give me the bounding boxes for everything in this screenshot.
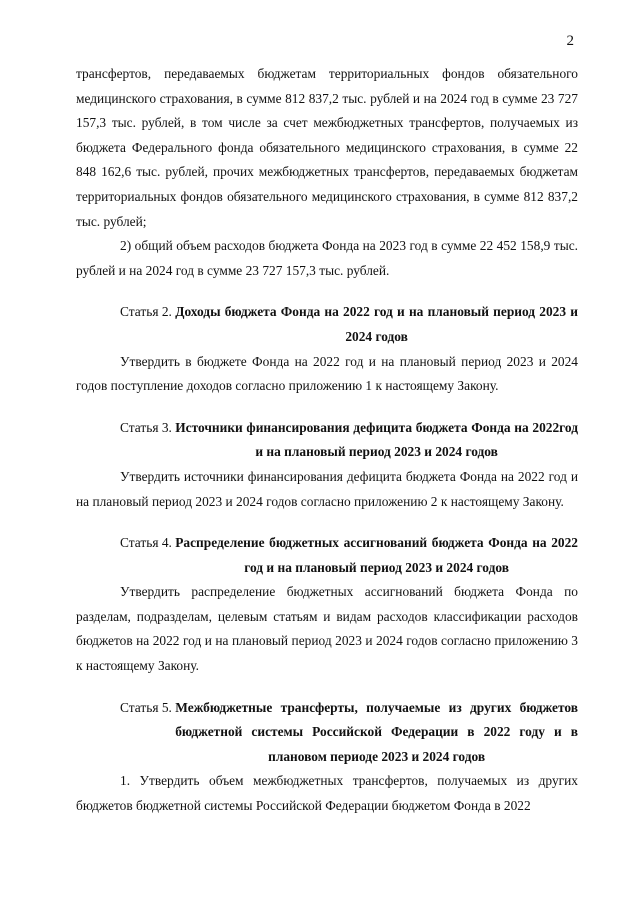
article-heading-2 [76, 300, 578, 349]
paragraph-continuation: трансфертов, передаваемых бюджетам территориальных фондов обязательного медицинского страхования, в сумме 812 837,2 тыс. рублей и на 2024 год в сумме 23 727 157,3 тыс. рублей, в том числе за счет межбюджетных трансфертов, получаемых из бюджета Федерального фонда обязательного медицинского страхования, в сумме 22 848 162,6 тыс. рублей, прочих межбюджетных трансфертов, передаваемых бюджетам территориальных фондов обязательного медицинского страхования, в сумме 812 837,2 тыс. рублей; [76, 66, 578, 229]
document-body [76, 62, 578, 819]
article-heading-5 [76, 696, 578, 770]
article-title: Доходы бюджета Фонда на 2022 год и на плановый период 2023 и 2024 годов [175, 304, 578, 344]
article-number: Статья 4. [120, 535, 176, 551]
article-body: Утвердить распределение бюджетных ассигнований бюджета Фонда по разделам, подразделам, целевым статьям и видам расходов классификации расходов бюджетов на 2022 год и на плановый период 2023 и 2024 годов согласно приложению 3 к настоящему Закону. [76, 584, 578, 674]
article-body: 1. Утвердить объем межбюджетных трансфертов, получаемых из других бюджетов бюджетной системы Российской Федерации бюджетом Фонда в 2022 [76, 773, 578, 814]
article-number: Статья 3. [120, 419, 176, 435]
article-number: Статья 5. [120, 699, 176, 715]
article-title: Распределение бюджетных ассигнований бюджета Фонда на 2022 год и на плановый период 2023 и 2024 годов [175, 535, 578, 575]
paragraph-item-2: 2) общий объем расходов бюджета Фонда на 2023 год в сумме 22 452 158,9 тыс. рублей и на 2024 год в сумме 23 727 157,3 тыс. рублей. [76, 238, 578, 278]
page-number: 2 [566, 33, 574, 49]
article-title: Межбюджетные трансферты, получаемые из других бюджетов бюджетной системы Российской Федерации в 2022 году и в плановом периоде 2023 и 2024 годов [175, 699, 578, 764]
article-heading-3 [76, 416, 578, 465]
article-body: Утвердить источники финансирования дефицита бюджета Фонда на 2022 год и на плановый период 2023 и 2024 годов согласно приложению 2 к настоящему Закону. [76, 468, 578, 509]
article-number: Статья 2. [120, 304, 176, 320]
article-heading-4 [76, 531, 578, 580]
article-title: Источники финансирования дефицита бюджета Фонда на 2022год и на плановый период 2023 и 2024 годов [175, 419, 578, 460]
article-body: Утвердить в бюджете Фонда на 2022 год и на плановый период 2023 и 2024 годов поступление доходов согласно приложению 1 к настоящему Закону. [76, 353, 578, 394]
